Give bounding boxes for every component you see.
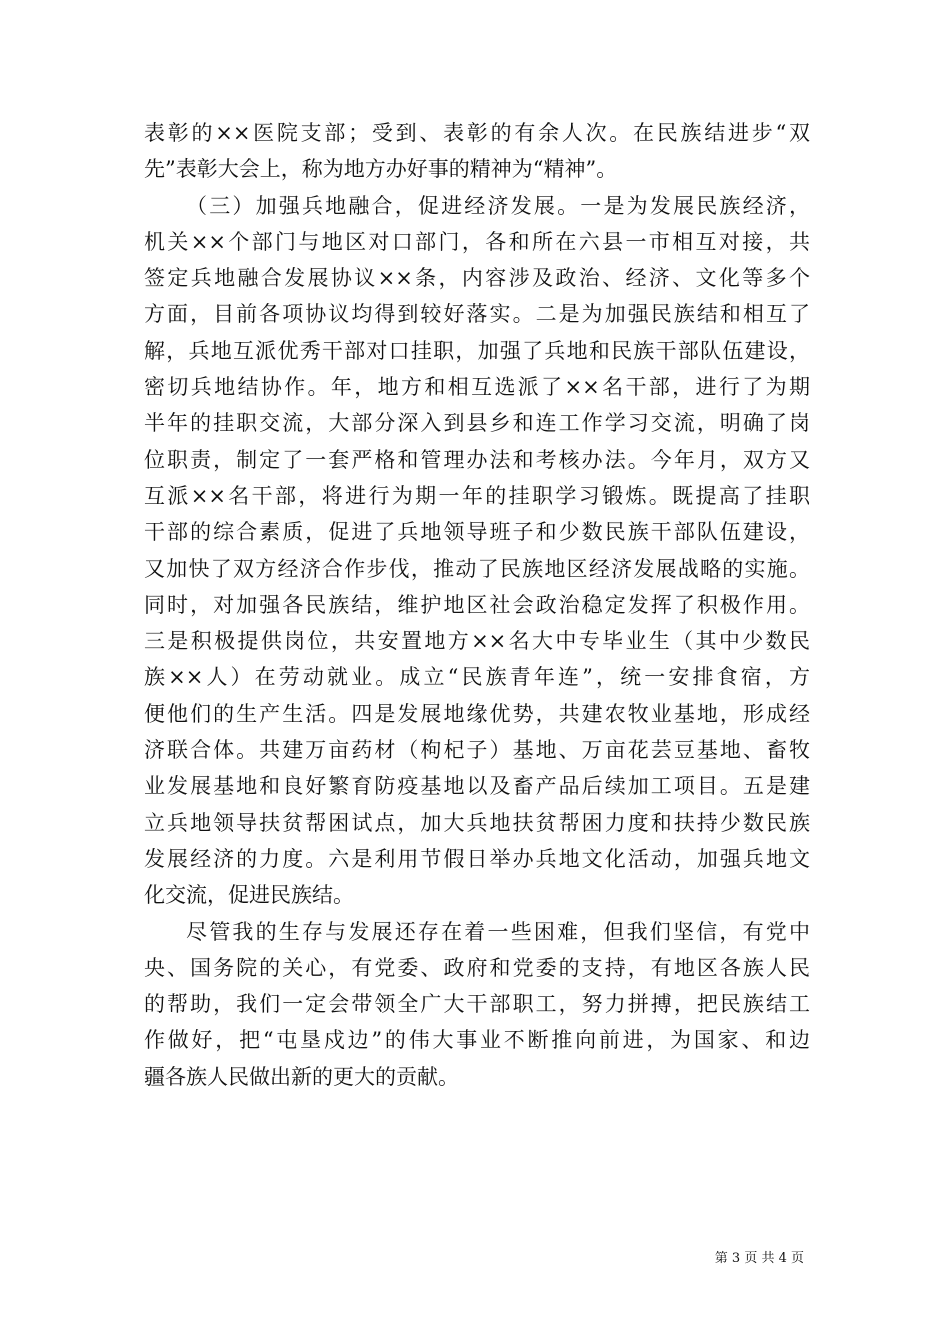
- text-line: 发展经济的力度。六是利用节假日举办兵地文化活动，加强兵地文: [144, 846, 810, 871]
- paragraph-2: [144, 188, 810, 914]
- text-line: 先”表彰大会上，称为地方办好事的精神为“精神”。: [144, 157, 618, 182]
- text-line: 疆各族人民做出新的更大的贡献。: [144, 1064, 459, 1089]
- text-line: 族××人）在劳动就业。成立“民族青年连”，统一安排食宿，方: [144, 665, 810, 690]
- text-line: 机关××个部门与地区对口部门，各和所在六县一市相互对接，共: [144, 229, 810, 254]
- text-line: 的帮助，我们一定会带领全广大干部职工，努力拼搏，把民族结工: [144, 992, 810, 1017]
- paragraph-3: [144, 914, 810, 1095]
- text-line: （三）加强兵地融合，促进经济发展。一是为发展民族经济，: [186, 193, 810, 218]
- text-line: 同时，对加强各民族结，维护地区社会政治稳定发挥了积极作用。: [144, 592, 810, 617]
- text-line: 央、国务院的关心，有党委、政府和党委的支持，有地区各族人民: [144, 955, 810, 980]
- text-line: 又加快了双方经济合作步伐，推动了民族地区经济发展战略的实施。: [144, 556, 810, 581]
- text-line: 济联合体。共建万亩药材（枸杞子）基地、万亩花芸豆基地、畜牧: [144, 738, 810, 763]
- paragraph-1: [144, 115, 810, 188]
- text-line: 作做好，把“屯垦戍边”的伟大事业不断推向前进，为国家、和边: [144, 1028, 810, 1053]
- text-line: 化交流，促进民族结。: [144, 883, 354, 908]
- text-line: 干部的综合素质，促进了兵地领导班子和少数民族干部队伍建设，: [144, 520, 810, 545]
- text-line: 解，兵地互派优秀干部对口挂职，加强了兵地和民族干部队伍建设，: [144, 338, 810, 363]
- text-line: 尽管我的生存与发展还存在着一些困难，但我们坚信，有党中: [186, 919, 810, 944]
- text-line: 业发展基地和良好繁育防疫基地以及畜产品后续加工项目。五是建: [144, 774, 810, 799]
- text-line: 方面，目前各项协议均得到较好落实。二是为加强民族结和相互了: [144, 302, 810, 327]
- text-line: 位职责，制定了一套严格和管理办法和考核办法。今年月，双方又: [144, 447, 810, 472]
- text-line: 立兵地领导扶贫帮困试点，加大兵地扶贫帮困力度和扶持少数民族: [144, 810, 810, 835]
- text-line: 互派××名干部，将进行为期一年的挂职学习锻炼。既提高了挂职: [144, 483, 810, 508]
- text-line: 三是积极提供岗位，共安置地方××名大中专毕业生（其中少数民: [144, 629, 810, 654]
- text-line: 便他们的生产生活。四是发展地缘优势，共建农牧业基地，形成经: [144, 701, 810, 726]
- text-line: 签定兵地融合发展协议××条，内容涉及政治、经济、文化等多个: [144, 266, 810, 291]
- text-line: 表彰的××医院支部；受到、表彰的有余人次。在民族结进步“双: [144, 121, 810, 145]
- page-number: 第 3 页 共 4 页: [714, 1251, 804, 1266]
- text-line: 密切兵地结协作。年，地方和相互选派了××名干部，进行了为期: [144, 375, 810, 400]
- body-text: [144, 115, 810, 1095]
- text-line: 半年的挂职交流，大部分深入到县乡和连工作学习交流，明确了岗: [144, 411, 810, 436]
